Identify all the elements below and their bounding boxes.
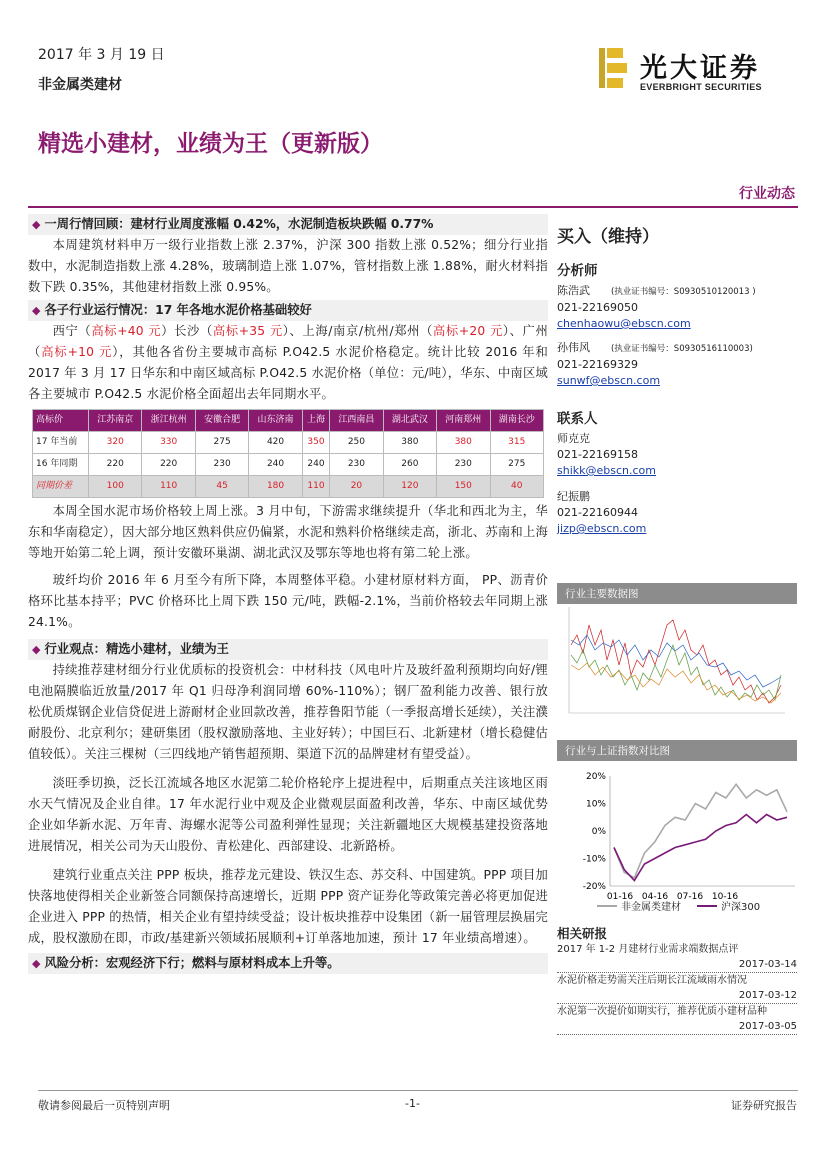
diamond-icon: ◆ (32, 218, 41, 231)
contact-phone: 021-22160944 (557, 506, 638, 519)
report-date: 2017 年 3 月 19 日 (38, 47, 165, 63)
related-heading: 相关研报 (557, 926, 608, 941)
line-chart-svg (580, 768, 800, 918)
main-content (28, 214, 548, 974)
related-title[interactable]: 2017 年 1-2 月建材行业需求端数据点评 (557, 944, 739, 955)
y-tick-label: -10% (582, 854, 606, 865)
report-type: 行业动态 (739, 186, 795, 202)
analyst-heading: 分析师 (557, 263, 598, 279)
contact-name: 纪振鹏 (557, 490, 590, 503)
contact-email[interactable]: shikk@ebscn.com (557, 464, 656, 477)
analyst-name: 孙伟风 (执业证书编号：S0930516110003) (557, 341, 753, 354)
related-reports (557, 926, 797, 1035)
analyst-phone: 021-22169329 (557, 358, 638, 371)
related-date: 2017-03-14 (557, 957, 797, 973)
table-header-row: 高标价 江苏南京 浙江杭州 安徽合肥 山东济南 上海 江西南昌 湖北武汉 河南郑州 湖南长沙 (33, 410, 544, 432)
section-heading: ◆ 各子行业运行情况：17 年各地水泥价格基础较好 (28, 300, 548, 321)
analyst-email[interactable]: chenhaowu@ebscn.com (557, 317, 691, 330)
diamond-icon: ◆ (32, 643, 41, 656)
y-tick-label: 0% (591, 827, 606, 837)
sidebar (557, 222, 797, 537)
legend-swatch (697, 905, 717, 907)
page-number: -1- (405, 1097, 420, 1110)
industry-data-chart (567, 605, 787, 719)
table-row: 16 年同期 220 220 230 240 240 230 260 230 275 (33, 454, 544, 476)
footer-divider (38, 1090, 798, 1091)
chart1-title: 行业主要数据图 (557, 583, 797, 604)
diamond-icon: ◆ (32, 304, 41, 317)
section-heading: ◆ 一周行情回顾：建材行业周度涨幅 0.42%，水泥制造板块跌幅 0.77% (28, 214, 548, 235)
report-title: 精选小建材，业绩为王（更新版） (38, 131, 383, 157)
table-row: 17 年当前 320 330 275 420 350 250 380 380 315 (33, 432, 544, 454)
x-tick-label: 07-16 (676, 892, 704, 902)
logo-text: 光大证券 (640, 53, 760, 84)
y-tick-label: -20% (582, 882, 606, 892)
section-heading: ◆ 行业观点：精选小建材，业绩为王 (28, 639, 548, 660)
paragraph: 玻纤均价 2016 年 6 月至今有所下降，本周整体平稳。小建材原材料方面， PP、沥青价格环比基本持平；PVC 价格环比上周下跌 150 元/吨，跌幅-2.1%，当前价格较去年同期上涨 24.1%。 (28, 573, 548, 629)
paragraph: 建筑行业重点关注 PPP 板块，推荐龙元建设、铁汉生态、苏交科、中国建筑。PPP 项目加快落地使得相关企业新签合同额保持高速增长，近期 PPP 资产证券化等政策完善必将更加促进企业进入 PPP 的热情，相关企业有望持续受益；设计板块推荐中设集团（新一届管理层换届完成，股权激励在即，市政/基建新兴领域拓展顺利+订单落地加速，预计 17 年业绩高增速）。 (28, 868, 549, 945)
logo-mark-icon (597, 48, 633, 88)
chart-legend (597, 898, 760, 913)
related-date: 2017-03-05 (557, 1019, 797, 1035)
x-tick-label: 04-16 (641, 892, 669, 902)
price-table (32, 409, 544, 498)
series-line (614, 784, 787, 878)
sector-name: 非金属类建材 (38, 77, 122, 93)
y-tick-label: 20% (585, 772, 606, 782)
legend-label: 沪深300 (721, 902, 761, 913)
related-date: 2017-03-12 (557, 988, 797, 1004)
y-tick-label: 10% (585, 799, 606, 810)
analyst-name: 陈浩武 (执业证书编号：S0930510120013 ) (557, 284, 756, 297)
contact-phone: 021-22169158 (557, 448, 638, 461)
chart2-title: 行业与上证指数对比图 (557, 740, 797, 761)
series-line (614, 815, 787, 881)
logo-subtext: EVERBRIGHT SECURITIES (640, 82, 762, 92)
rating: 买入（维持） (557, 227, 659, 247)
contact-email[interactable]: jizp@ebscn.com (557, 522, 647, 535)
legend-swatch (597, 905, 617, 907)
table-row: 同期价差 100 110 45 180 110 20 120 150 40 (33, 476, 544, 498)
footer-disclaimer: 敬请参阅最后一页特别声明 (38, 1099, 170, 1112)
x-tick-label: 01-16 (606, 892, 634, 902)
paragraph: 本周全国水泥市场价格较上周上涨。3 月中旬，下游需求继续提升（华北和西北为主，华东和华南稳定），因大部分地区熟料供应仍偏紧，水泥和熟料价格继续走高，浙北、苏南和上海等地开始第二轮上调，预计安徽环巢湖、湖北武汉及鄂东等地也将有第二轮上涨。 (28, 504, 548, 560)
contact-name: 师克克 (557, 432, 590, 445)
section-heading: ◆ 风险分析：宏观经济下行；燃料与原材料成本上升等。 (28, 953, 548, 974)
paragraph: 本周建筑材料申万一级行业指数上涨 2.37%，沪深 300 指数上涨 0.52%；细分行业指数中，水泥制造指数上涨 4.28%，玻璃制造上涨 1.07%，管材指数上涨 1.88%，耐火材料指数下跌 0.35%，其他建材指数上涨 0.95%。 (28, 238, 548, 294)
legend-label: 非金属类建材 (621, 902, 681, 913)
contact-heading: 联系人 (557, 411, 598, 427)
diamond-icon: ◆ (32, 957, 41, 970)
related-title[interactable]: 水泥第一次提价如期实行，推荐优质小建材品种 (557, 1006, 767, 1017)
analyst-phone: 021-22169050 (557, 301, 638, 314)
paragraph: 西宁（高标+40 元）长沙（高标+35 元）、上海/南京/杭州/郑州（高标+20 元）、广州（高标+10 元），其他各省份主要城市高标 P.O42.5 水泥价格稳定。统计比较 2016 年和 2017 年 3 月 17 日华东和中南区域高标 P.O42.5 水泥价格（单位：元/吨），华东、中南区域各主要城市 P.O42.5 水泥价格全面超出去年同期水平。 (28, 324, 549, 401)
footer-label: 证券研究报告 (731, 1099, 797, 1112)
related-title[interactable]: 水泥价格走势需关注后期长江流域雨水情况 (557, 975, 747, 986)
paragraph: 淡旺季切换，泛长江流域各地区水泥第二轮价格轮序上提进程中，后期重点关注该地区雨水天气情况及企业自律。17 年水泥行业中观及企业微观层面盈利改善，华东、中南区域优势企业如华新水泥、万年青、海螺水泥等公司盈利弹性显现；关注新疆地区大规模基建投资落地进展情况，相关公司为天山股份、青松建化、西部建设、北新路桥。 (28, 776, 548, 853)
header-divider (28, 206, 798, 208)
paragraph: 持续推荐建材细分行业优质标的投资机会：中材科技（风电叶片及玻纤盈利预期均向好/锂电池隔膜临近放量/2017 年 Q1 归母净利润同增 60%-110%）；钢厂盈利能力改善、银行放松优质煤钢企业信贷促进上游耐材企业回款改善，推荐鲁阳节能（一季报高增长延续），关注濮耐股份、北京利尔；建研集团（股权激励落地、主业好转）；中国巨石、北新建材（增长稳健估值较低）。关注三棵树（三四线地产销售超预期、渠道下沉的品牌建材有望受益）。 (28, 663, 548, 761)
x-tick-label: 10-16 (711, 892, 739, 902)
analyst-email[interactable]: sunwf@ebscn.com (557, 374, 661, 387)
